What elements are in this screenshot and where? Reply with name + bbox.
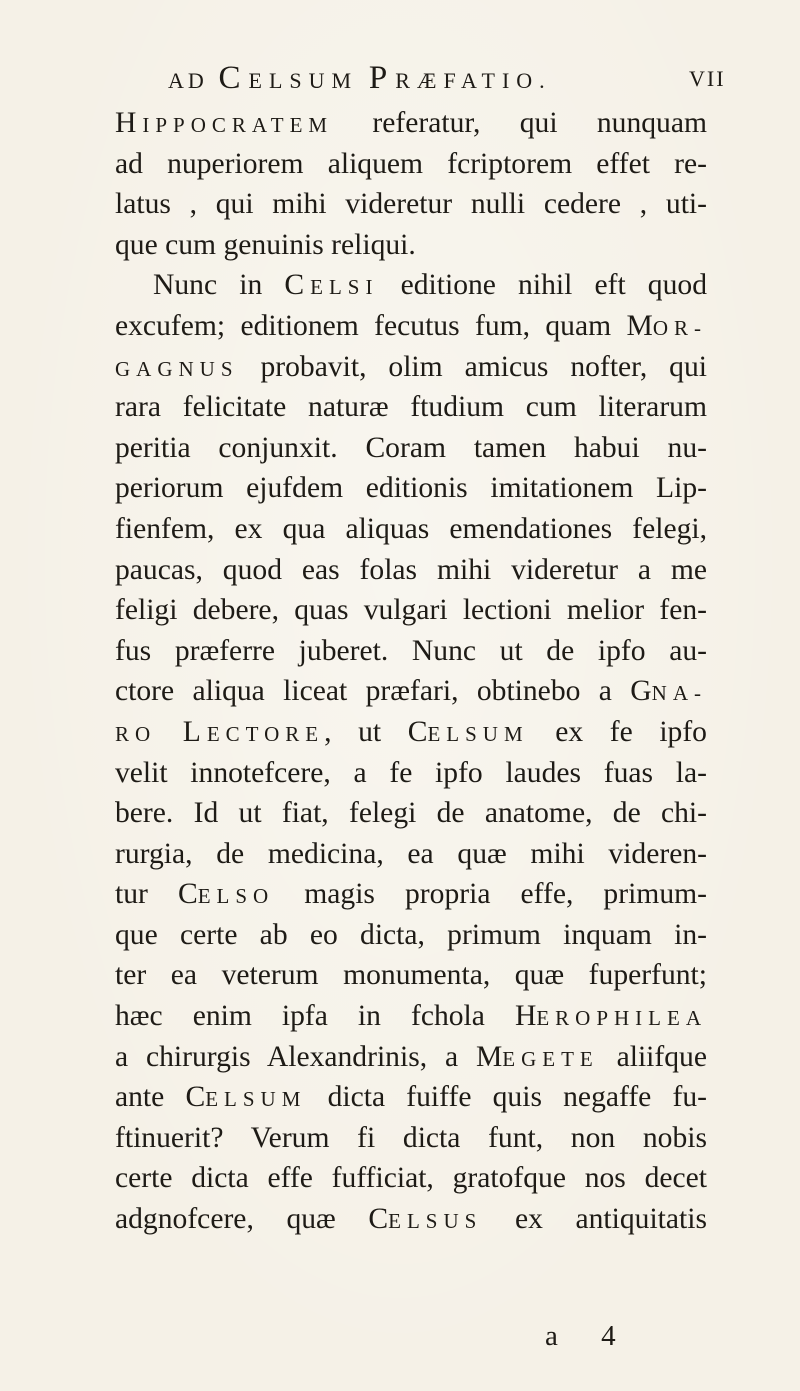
text-line: rara felicitate naturæ ftudium cum literarum	[115, 391, 707, 424]
running-head-celsum-initial: C	[218, 60, 249, 96]
text-line: certe dicta effe fufficiat, gratofque nos decet	[115, 1162, 707, 1195]
text-line: ter ea veterum monumenta, quæ fuperfunt;	[115, 959, 707, 992]
text-line: velit innotefcere, a fe ipfo laudes fuas la-	[115, 756, 707, 789]
text-line: latus , qui mihi videretur nulli cedere , uti-	[115, 188, 707, 221]
text-line: feligi debere, quas vulgari lectioni melior fen-	[115, 594, 707, 627]
text-line: ctore aliqua liceat præfari, obtinebo a GNA-	[115, 675, 707, 708]
text-line: periorum ejufdem editionis imitationem Lip-	[115, 472, 707, 505]
running-head-celsum: ELSUM	[248, 68, 359, 93]
text-line: que cum genuinis reliqui.	[115, 228, 416, 261]
text-line: RO LECTORE, ut CELSUM ex fe ipfo	[115, 715, 707, 748]
running-head-ad: AD	[168, 68, 208, 93]
text-line: adgnofcere, quæ CELSUS ex antiquitatis	[115, 1203, 707, 1236]
text-line: HIPPOCRATEM referatur, qui nunquam	[115, 107, 707, 139]
text-line: Nunc in CELSI editione nihil eft quod	[153, 269, 707, 302]
text-line: ad nuperiorem aliquem fcriptorem effet re-	[115, 147, 707, 180]
body-text	[115, 103, 707, 1240]
text-line: rurgia, de medicina, ea quæ mihi videren-	[115, 837, 707, 870]
text-line: fienfem, ex qua aliquas emendationes felegi,	[115, 512, 707, 545]
text-line: GAGNUS probavit, olim amicus nofter, qui	[115, 350, 707, 383]
text-line: bere. Id ut fiat, felegi de anatome, de chi-	[115, 797, 707, 830]
text-line: peritia conjunxit. Coram tamen habui nu-	[115, 431, 707, 464]
text-line: paucas, quod eas folas mihi videretur a me	[115, 553, 707, 586]
text-line: tur CELSO magis propria effe, primum-	[115, 878, 707, 911]
page-number: VII	[689, 66, 726, 91]
text-line: ante CELSUM dicta fuiffe quis negaffe fu-	[115, 1081, 707, 1114]
text-line: ftinuerit? Verum fi dicta funt, non nobis	[115, 1121, 707, 1154]
text-line: fus præferre juberet. Nunc ut de ipfo au-	[115, 634, 707, 667]
text-line: que certe ab eo dicta, primum inquam in-	[115, 918, 707, 951]
text-line: hæc enim ipfa in fchola HEROPHILEA	[115, 1000, 707, 1033]
running-head	[168, 60, 726, 100]
running-head-praefatio: RÆFATIO.	[395, 68, 552, 93]
text-line: a chirurgis Alexandrinis, a MEGETE aliifque	[115, 1040, 707, 1073]
text-line: excufem; editionem fecutus fum, quam MOR-	[115, 309, 707, 342]
signature-mark: a 4	[545, 1320, 634, 1352]
running-head-praefatio-initial: P	[368, 60, 396, 96]
